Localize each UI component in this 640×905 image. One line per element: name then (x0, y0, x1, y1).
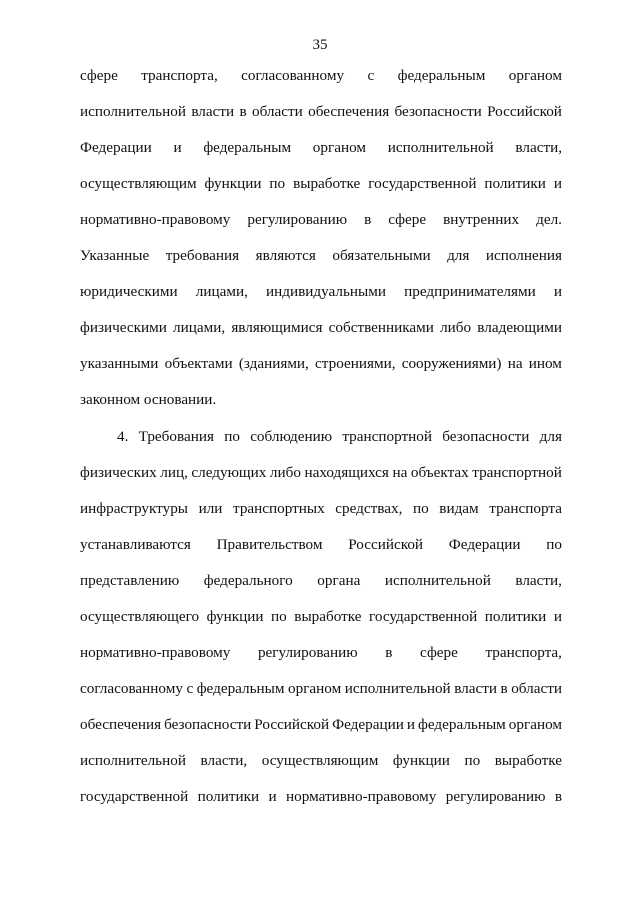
word: безопасности (394, 103, 482, 120)
word: для (447, 247, 470, 264)
word: государственной (80, 788, 189, 805)
word: органом (312, 139, 366, 156)
word: органом (288, 680, 342, 697)
word: сооружениями) (401, 355, 502, 372)
word: функции (204, 175, 262, 192)
word: объектах (410, 464, 469, 481)
word: Российской (487, 103, 562, 120)
word: либо (440, 319, 472, 336)
word: на (507, 355, 523, 372)
word: собственниками (328, 319, 434, 336)
word: федеральным (397, 67, 486, 84)
word: власти (191, 103, 235, 120)
word: выработке (494, 752, 562, 769)
word: осуществляющим (80, 175, 197, 192)
word: в (364, 211, 372, 228)
word: по (546, 536, 562, 553)
word: исполнительной (80, 752, 186, 769)
word: и (268, 788, 277, 805)
word: государственной (368, 175, 477, 192)
word: транспортной (472, 464, 562, 481)
text-line (80, 354, 562, 374)
word: исполнительной (387, 139, 494, 156)
word: по (464, 752, 481, 769)
word: являющимися (231, 319, 323, 336)
word: в (500, 680, 508, 697)
word: ином (528, 355, 562, 372)
text-line (80, 499, 562, 519)
word: власти, (200, 752, 248, 769)
text-line (117, 427, 562, 447)
word: нормативно-правовому (80, 644, 231, 661)
word: согласованному (80, 680, 183, 697)
word: выработке (293, 175, 361, 192)
page-number: 35 (312, 37, 328, 53)
word: регулированию (257, 644, 358, 661)
word: функции (392, 752, 450, 769)
word: власти, (515, 139, 562, 156)
word: федеральным (203, 139, 292, 156)
word: по (269, 175, 286, 192)
text-line (80, 607, 562, 627)
word: транспорта, (141, 67, 218, 84)
word: области (251, 103, 303, 120)
word: политики (484, 608, 547, 625)
word: и (553, 175, 562, 192)
word: видам (439, 500, 479, 517)
word: владеющими (477, 319, 562, 336)
word: органом (508, 67, 562, 84)
word: и (553, 283, 562, 300)
word: области (511, 680, 562, 697)
word: транспортных (233, 500, 325, 517)
word: нормативно-правовому (80, 211, 231, 228)
word: в (239, 103, 247, 120)
word: предпринимателями (404, 283, 536, 300)
word: исполнительной (344, 680, 451, 697)
text-line (80, 282, 562, 302)
word: Федерации (80, 139, 152, 156)
text-line (80, 643, 562, 663)
word: обязательными (332, 247, 431, 264)
word: и (406, 716, 416, 733)
word: органом (508, 716, 562, 733)
word: транспорта (489, 500, 562, 517)
text-line (80, 102, 562, 122)
word: законном основании. (80, 391, 217, 408)
word: на (392, 464, 408, 481)
text-line (80, 138, 562, 158)
word: соблюдению (250, 428, 333, 445)
text-line (80, 210, 562, 230)
word: в (554, 788, 562, 805)
word: и (173, 139, 182, 156)
word: политики (197, 788, 260, 805)
text-line (80, 318, 562, 338)
word: федерального (203, 572, 293, 589)
word: либо (269, 464, 301, 481)
word: и (553, 608, 562, 625)
word: регулированию (247, 211, 348, 228)
word: транспорта, (485, 644, 562, 661)
word: юридическими (80, 283, 178, 300)
word: Федерации (332, 716, 404, 733)
word: индивидуальными (266, 283, 386, 300)
word: сфере (388, 211, 427, 228)
word: исполнения (485, 247, 562, 264)
word: Российской (348, 536, 424, 553)
word: выработке (294, 608, 362, 625)
word: лицами, (195, 283, 248, 300)
word: регулированию (445, 788, 546, 805)
word: лицами, (173, 319, 226, 336)
text-line (80, 571, 562, 591)
word: по (271, 608, 287, 625)
word: Правительством (216, 536, 323, 553)
word: физических (80, 464, 157, 481)
word: с (367, 67, 375, 84)
word: находящихся (304, 464, 389, 481)
text-line (80, 66, 562, 86)
word: органа (317, 572, 361, 589)
word: осуществляющего (80, 608, 200, 625)
word: внутренних (443, 211, 520, 228)
word: транспортной (342, 428, 432, 445)
text-line (80, 390, 562, 410)
word: Российской (254, 716, 330, 733)
word: власти, (515, 572, 562, 589)
word: политики (484, 175, 546, 192)
word: безопасности (164, 716, 252, 733)
word: 4. (117, 428, 129, 445)
word: сфере (420, 644, 458, 661)
word: исполнительной (80, 103, 186, 120)
word: нормативно-правовому (286, 788, 437, 805)
word: для (539, 428, 562, 445)
word: объектами (164, 355, 233, 372)
word: федеральным (196, 680, 285, 697)
text-line (80, 246, 562, 266)
word: Указанные (80, 247, 150, 264)
word: осуществляющим (261, 752, 379, 769)
text-line (80, 715, 562, 735)
word: функции (206, 608, 264, 625)
word: следующих (191, 464, 267, 481)
word: являются (255, 247, 316, 264)
text-line (80, 535, 562, 555)
word: с (186, 680, 194, 697)
word: инфраструктуры (80, 500, 188, 517)
text-line (80, 679, 562, 699)
word: исполнительной (384, 572, 491, 589)
word: требования (165, 247, 240, 264)
word: Федерации (448, 536, 521, 553)
word: дел. (536, 211, 562, 228)
word: лиц, (160, 464, 188, 481)
text-line (80, 787, 562, 807)
text-line (80, 174, 562, 194)
word: обеспечения (80, 716, 162, 733)
text-line (80, 751, 562, 771)
word: устанавливаются (80, 536, 191, 553)
word: по (412, 500, 429, 517)
word: представлению (80, 572, 180, 589)
word: по (224, 428, 240, 445)
word: безопасности (442, 428, 530, 445)
word: государственной (369, 608, 478, 625)
word: или (198, 500, 223, 517)
word: согласованному (241, 67, 345, 84)
word: обеспечения (308, 103, 390, 120)
word: физическими (80, 319, 167, 336)
text-line (80, 463, 562, 483)
word: (зданиями, (238, 355, 309, 372)
word: в (385, 644, 393, 661)
word: власти (454, 680, 497, 697)
word: указанными (80, 355, 159, 372)
word: федеральным (418, 716, 506, 733)
word: Требования (138, 428, 214, 445)
word: строениями, (315, 355, 396, 372)
word: сфере (80, 67, 118, 84)
word: средствах, (335, 500, 403, 517)
